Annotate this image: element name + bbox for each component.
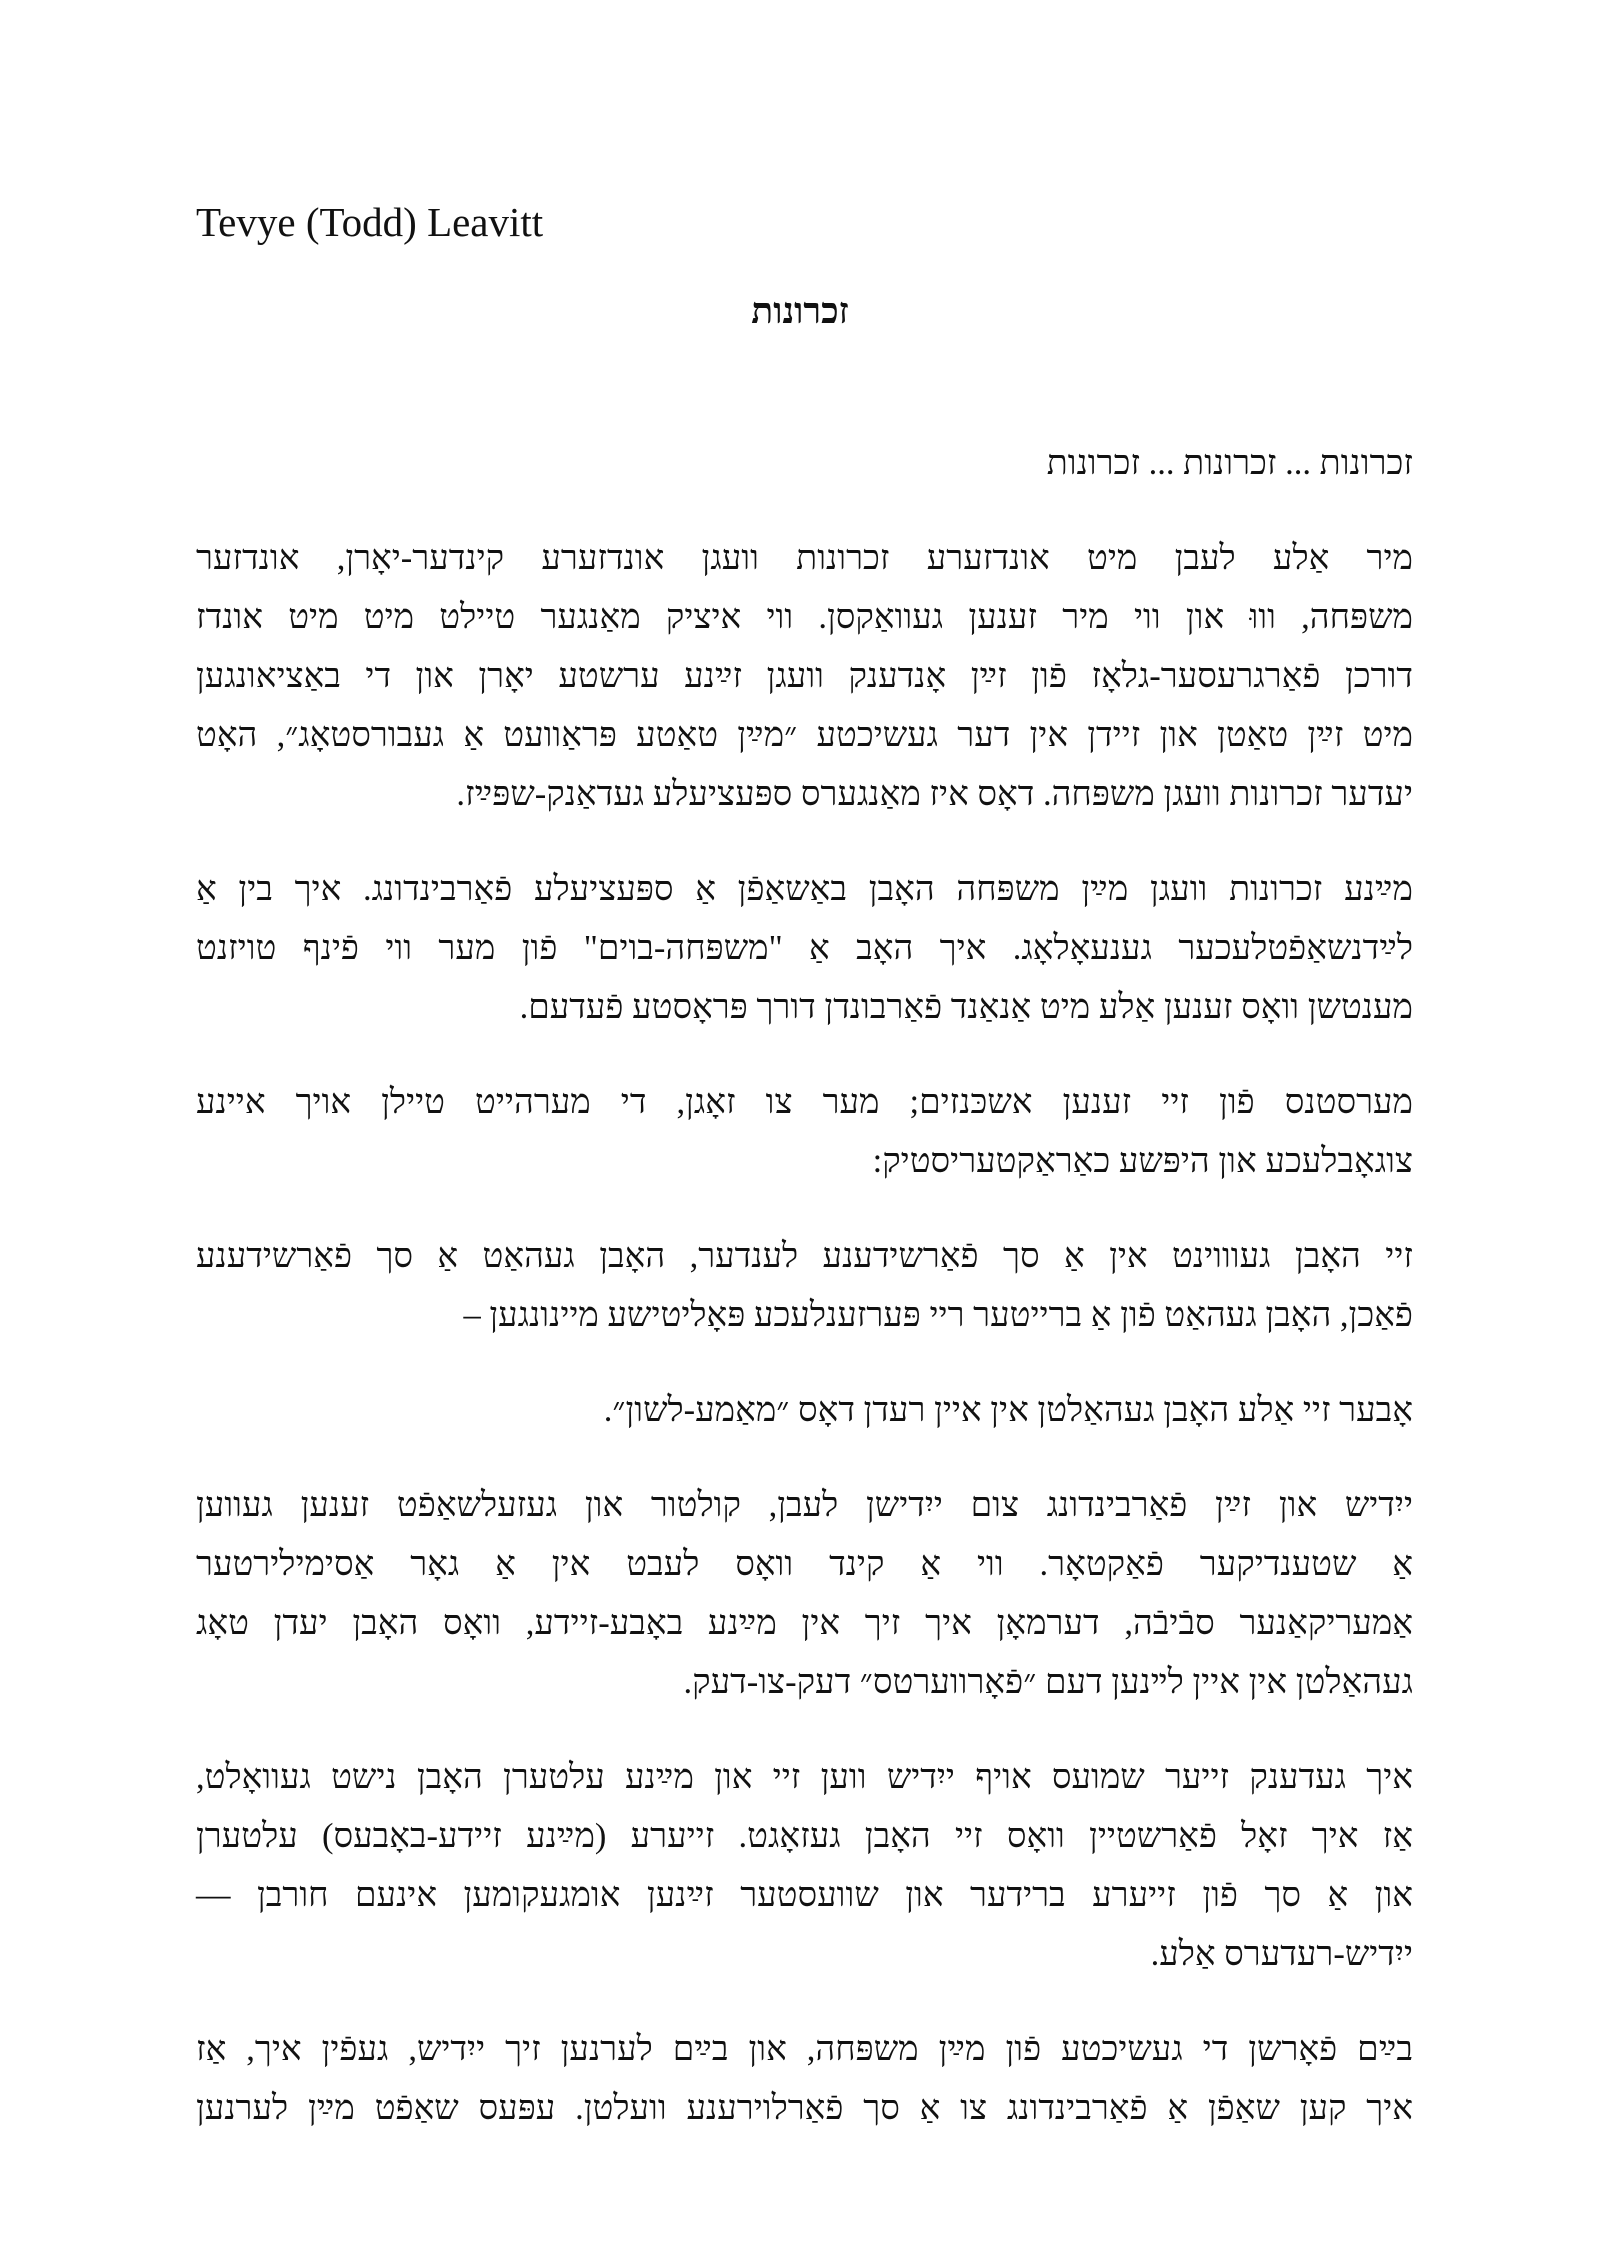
text-line: יעדער זכרונות וועגן משפּחה. דאָס איז מאַנגערס ספּעציעלע געדאַנק-שפּײַז. — [456, 775, 1413, 813]
text-line: בײַם פֿאָרשן די געשיכטע פֿון מײַן משפּחה, און בײַם לערנען זיך ייִדיש, געפֿין איך, אַז — [196, 2030, 1413, 2068]
text-line: דורכן פֿאַרגרעסער-גלאָז פֿון זײַן אָנדענק וועגן זײַנע ערשטע יאָרן און די באַציאונגען — [196, 657, 1413, 695]
text-line: משפּחה, וווּ און ווי מיר זענען געוואַקסן. ווי איציק מאַנגער טיילט מיט מיט אונדז — [196, 598, 1413, 636]
text-line: זכרונות ... זכרונות ... זכרונות — [1046, 444, 1413, 482]
text-line: ייִדיש-רעדערס אַלע. — [1150, 1935, 1413, 1973]
text-line: אַז איך זאָל פֿאַרשטיין וואָס זיי האָבן געזאָגט. זייערע (מײַנע זיידע-באָבעס) עלטערן — [196, 1817, 1413, 1855]
text-line: מיר אַלע לעבן מיט אונדזערע זכרונות וועגן אונדזערע קינדער-יאָרן, אונדזער — [196, 539, 1413, 577]
paragraph-3 — [196, 860, 1413, 1037]
text-line: אַמעריקאַנער סבֿיבֿה, דערמאָן איך זיך אין מײַנע באָבע-זיידע, וואָס האָבן יעדן טאָג — [196, 1604, 1413, 1642]
text-line: לײַדנשאַפֿטלעכער גענעאָלאָג. איך האָב אַ "משפּחה-בוים" פֿון מער ווי פֿינף טויזנט — [196, 929, 1413, 967]
text-line: אַ שטענדיקער פֿאַקטאָר. ווי אַ קינד וואָס לעבט אין אַ גאָר אַסימילירטער — [196, 1545, 1413, 1583]
text-line: פֿאַכן, האָבן געהאַט פֿון אַ ברייטער ריי פּערזענלעכע פּאָליטישע מיינונגען – — [463, 1296, 1413, 1334]
text-line: צוגאָבלעכע און היפּשע כאַראַקטעריסטיק: — [872, 1142, 1413, 1180]
text-line: מערסטנס פֿון זיי זענען אשכּנזים; מער צו זאָגן, די מערהייט טיילן אויך איינע — [196, 1083, 1413, 1121]
document-title: זכרונות — [751, 291, 849, 331]
text-line: מײַנע זכרונות וועגן מײַן משפּחה האָבן באַשאַפֿן אַ ספּעציעלע פֿאַרבינדונג. איך בין אַ — [196, 870, 1413, 908]
paragraph-1 — [196, 434, 1413, 493]
text-line: מענטשן וואָס זענען אַלע מיט אַנאַנד פֿאַרבונדן דורך פּראָסטע פֿעדעם. — [519, 988, 1413, 1026]
text-line: ייִדיש און זײַן פֿאַרבינדונג צום ייִדישן לעבן, קולטור און געזעלשאַפֿט זענען געווען — [196, 1486, 1413, 1524]
text-line: מיט זײַן טאַטן און זיידן אין דער געשיכטע ״מײַן טאַטע פּראַוועט אַ געבורסטאָג״, האָט — [196, 716, 1413, 754]
paragraph-6 — [196, 1381, 1413, 1440]
paragraph-5 — [196, 1227, 1413, 1345]
paragraph-9 — [196, 2020, 1413, 2138]
document-body — [196, 434, 1413, 2174]
text-line: געהאַלטן אין איין לײנען דעם ״פֿאָרווערטס״ דעק-צו-דעק. — [683, 1663, 1413, 1701]
text-line: און אַ סך פֿון זייערע ברידער און שוועסטער זײַנען אומגעקומען אינעם חורבן — — [196, 1876, 1413, 1914]
paragraph-4 — [196, 1073, 1413, 1191]
text-line: זיי האָבן געוווינט אין אַ סך פֿאַרשידענע לענדער, האָבן געהאַט אַ סך פֿאַרשידענע — [196, 1237, 1413, 1275]
text-line: איך געדענק זייער שמועס אויף ייִדיש ווען זיי און מײַנע עלטערן האָבן נישט געוואָלט, — [196, 1758, 1413, 1796]
author-name: Tevye (Todd) Leavitt — [196, 199, 544, 245]
paragraph-2 — [196, 529, 1413, 824]
text-line: איך קען שאַפֿן אַ פֿאַרבינדונג צו אַ סך פֿאַרלוירענע וועלטן. עפּעס שאַפֿט מײַן לערנען — [196, 2089, 1413, 2127]
paragraph-8 — [196, 1748, 1413, 1984]
paragraph-7 — [196, 1476, 1413, 1712]
text-line: אָבער זיי אַלע האָבן געהאַלטן אין איין רעדן דאָס ״מאַמע-לשון״. — [603, 1391, 1413, 1429]
